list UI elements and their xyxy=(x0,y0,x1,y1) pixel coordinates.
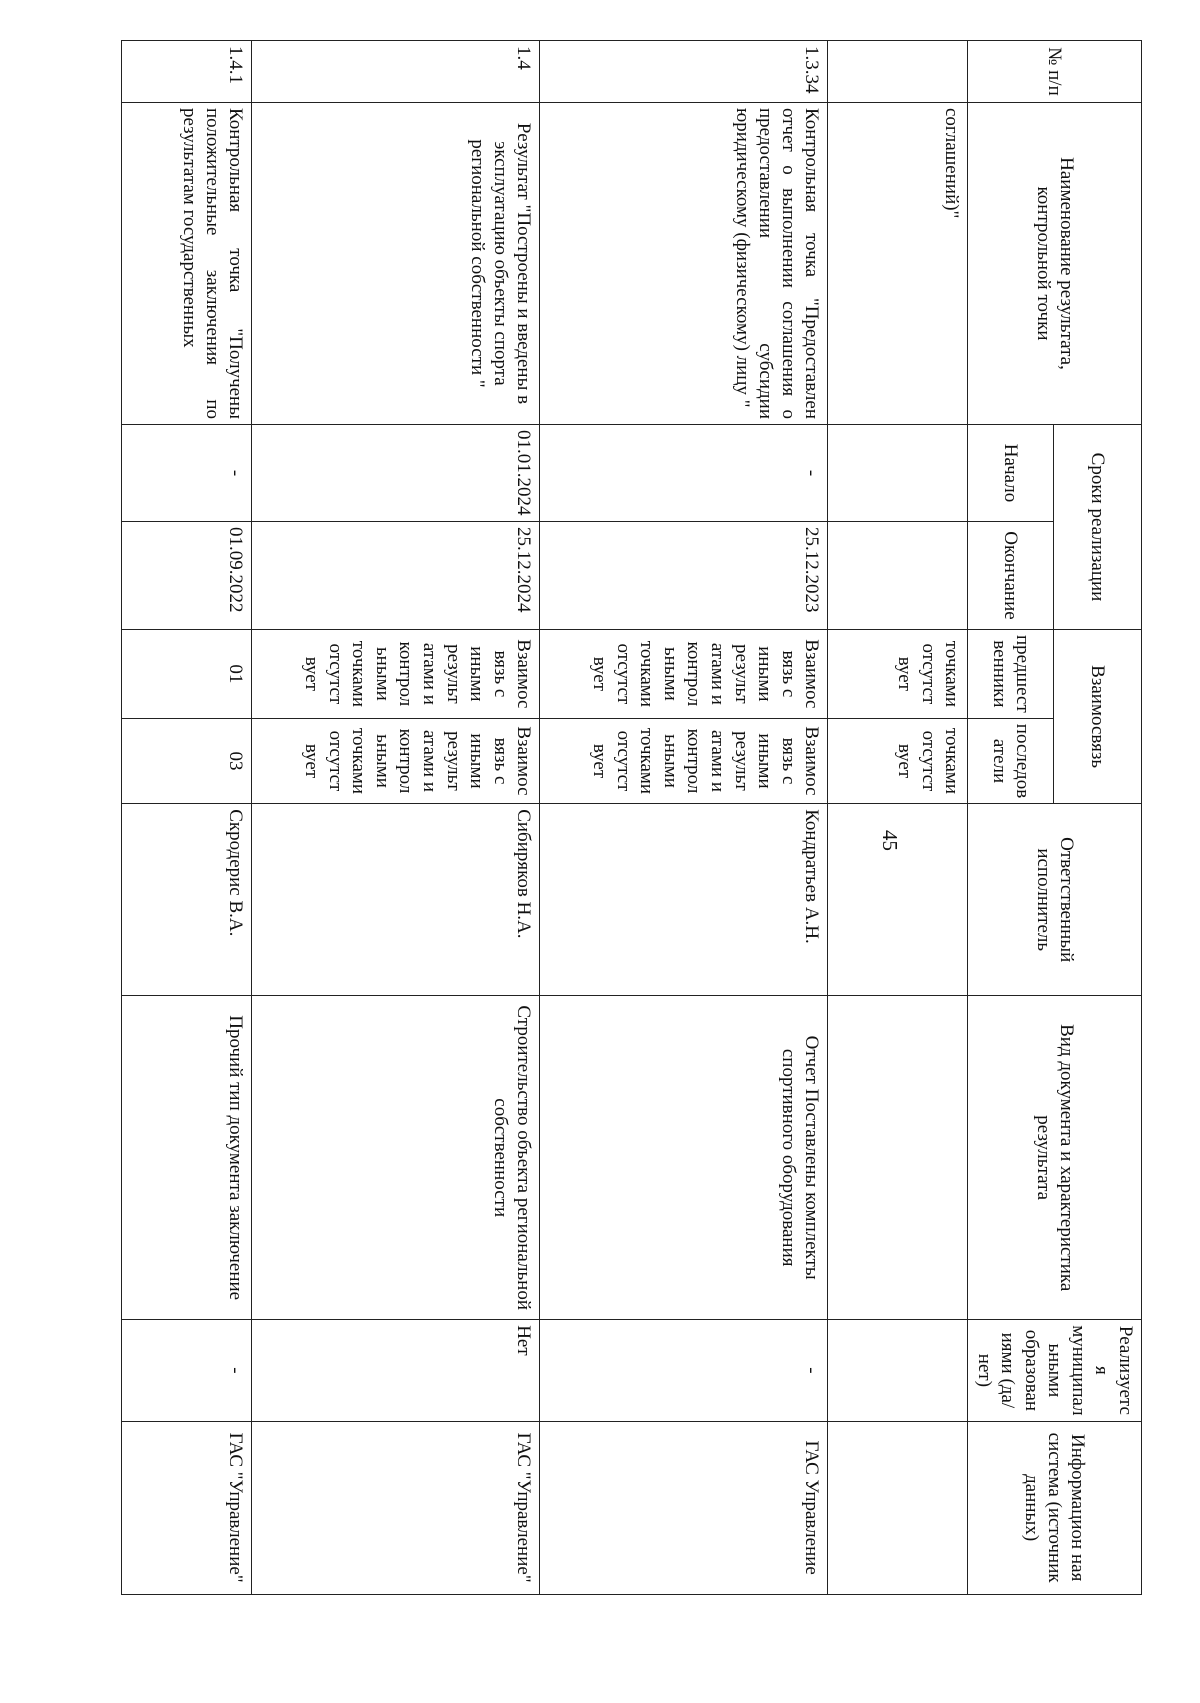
cell-num: 1.3.34 xyxy=(540,41,828,103)
cell-name: соглашений)" xyxy=(828,103,968,425)
cell-end: 25.12.2023 xyxy=(540,522,828,630)
cell-predecessors: 01 xyxy=(122,630,252,719)
header-start: Начало xyxy=(968,425,1054,522)
cell-predecessors: Взаимос вязь с иными результ атами и контрол ьными точками отсутст вует xyxy=(540,630,828,719)
cell-responsible: Кондратьев А.Н. xyxy=(540,804,828,996)
cell-name: Контрольная точка "Получены положительные заключения по результатам государственных xyxy=(122,103,252,425)
cell-responsible: Скродерис В.А. xyxy=(122,804,252,996)
cell-predecessors: точками отсутст вует xyxy=(828,630,968,719)
cell-municipal: - xyxy=(540,1320,828,1421)
cell-successors: точками отсутст вует xyxy=(828,718,968,803)
table-row xyxy=(828,41,968,1595)
header-successors: последов атели xyxy=(968,718,1054,803)
cell-num: 1.4 xyxy=(252,41,540,103)
header-terms: Сроки реализации xyxy=(1054,425,1142,630)
header-municipal: Реализуетс я муниципал ьными образован иями (да/нет) xyxy=(968,1320,1142,1421)
cell-doc: Прочий тип документа заключение xyxy=(122,996,252,1320)
header-infosys: Информацион ная система (источник данных) xyxy=(968,1421,1142,1594)
cell-start: - xyxy=(122,425,252,522)
cell-predecessors: Взаимос вязь с иными результ атами и контрол ьными точками отсутст вует xyxy=(252,630,540,719)
header-num: № п/п xyxy=(968,41,1142,103)
cell-infosys: ГАС Управление xyxy=(540,1421,828,1594)
cell-end: 25.12.2024 xyxy=(252,522,540,630)
table-row xyxy=(540,41,828,1595)
cell-doc: Строительство объекта региональной собственности xyxy=(252,996,540,1320)
cell-successors: 03 xyxy=(122,718,252,803)
header-doc: Вид документа и характеристика результата xyxy=(968,996,1142,1320)
cell-infosys xyxy=(828,1421,968,1594)
cell-municipal: Нет xyxy=(252,1320,540,1421)
cell-end: 01.09.2022 xyxy=(122,522,252,630)
cell-municipal xyxy=(828,1320,968,1421)
cell-start xyxy=(828,425,968,522)
cell-start: 01.01.2024 xyxy=(252,425,540,522)
header-predecessors: предшест венники xyxy=(968,630,1054,719)
header-name: Наименование результата, контрольной точки xyxy=(968,103,1142,425)
cell-num xyxy=(828,41,968,103)
cell-responsible xyxy=(828,804,968,996)
cell-successors: Взаимос вязь с иными результ атами и контрол ьными точками отсутст вует xyxy=(540,718,828,803)
cell-doc xyxy=(828,996,968,1320)
cell-start: - xyxy=(540,425,828,522)
cell-responsible: Сибиряков Н.А. xyxy=(252,804,540,996)
page-number: 45 xyxy=(878,830,902,851)
cell-doc: Отчет Поставлены комплекты спортивного оборудования xyxy=(540,996,828,1320)
cell-municipal: - xyxy=(122,1320,252,1421)
header-relation: Взаимосвязь xyxy=(1054,630,1142,804)
table-row xyxy=(122,41,252,1595)
cell-successors: Взаимос вязь с иными результ атами и контрол ьными точками отсутст вует xyxy=(252,718,540,803)
cell-name: Контрольная точка "Предоставлен отчет о выполнении соглашения о предоставлении субсидии юридическому (физическому) лицу " xyxy=(540,103,828,425)
table-row xyxy=(252,41,540,1595)
cell-name: Результат "Построены и введены в эксплуатацию объекты спорта региональной собственности " xyxy=(252,103,540,425)
header-responsible: Ответственный исполнитель xyxy=(968,804,1142,996)
cell-num: 1.4.1 xyxy=(122,41,252,103)
cell-infosys: ГАС "Управление" xyxy=(122,1421,252,1594)
header-end: Окончание xyxy=(968,522,1054,630)
cell-infosys: ГАС "Управление" xyxy=(252,1421,540,1594)
results-table xyxy=(121,40,1142,1595)
cell-end xyxy=(828,522,968,630)
header-row-1 xyxy=(1054,41,1142,1595)
